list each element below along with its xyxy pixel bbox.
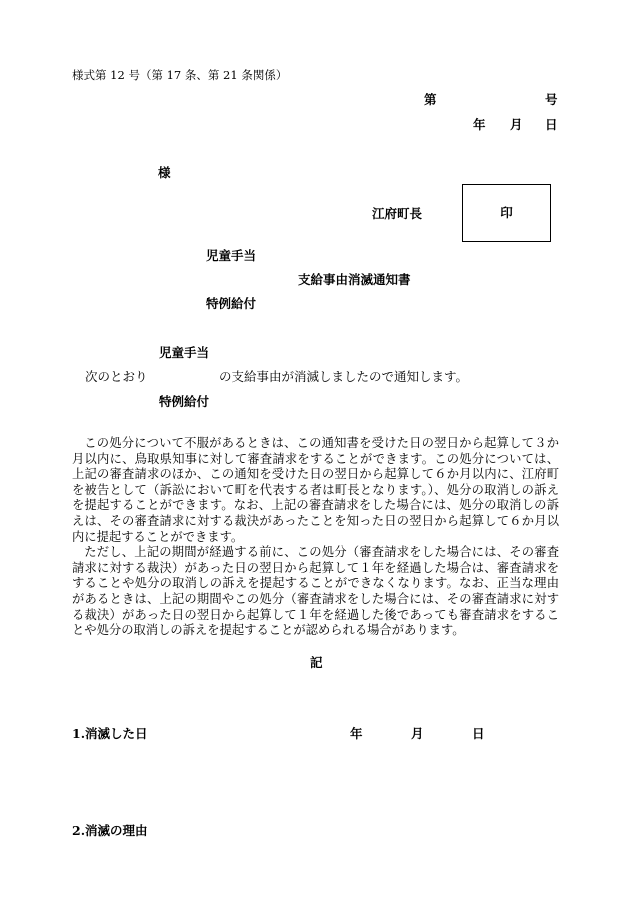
item-2-label: 2.消滅の理由 [72,823,148,838]
date-day: 日 [545,117,558,132]
document-title: 支給事由消滅通知書 [298,272,411,287]
item-1-label: 1.消滅した日 [72,726,148,741]
seal-box [462,184,551,242]
record-heading: 記 [310,655,323,670]
document-number-suffix: 号 [545,92,558,107]
form-number: 様式第 12 号（第 17 条、第 21 条関係） [72,68,288,82]
date-year: 年 [473,117,486,132]
title-option-special-benefit: 特例給付 [206,296,257,311]
intro-option-child-allowance: 児童手当 [159,345,210,360]
issuer-name: 江府町長 [372,206,423,221]
item-1-year: 年 [350,726,363,741]
date-month: 月 [510,117,523,132]
title-option-child-allowance: 児童手当 [206,248,257,263]
intro-statement: の支給事由が消滅しましたので通知します。 [219,369,469,384]
document-number-prefix: 第 [424,92,437,107]
intro-prefix: 次のとおり [85,369,148,384]
recipient-honorific: 様 [158,165,171,180]
appeal-notice-paragraph-1: この処分について不服があるときは、この通知書を受けた日の翌日から起算して３か月以内に、鳥取県知事に対して審査請求をすることができます。この処分については、上記の審査請求のほか、この通知を受けた日の翌日から起算して６か月以内に、江府町を被告として（訴訟において町を代表する者は町長となります。）、処分の取消しの訴えを提起することができます。なお、上記の審査請求をした場合には、処分の取消しの訴えは、その審査請求に対する裁決があったことを知った日の翌日から起算して６か月以内に提起することができます。 [72,436,559,544]
item-1-day: 日 [472,726,485,741]
appeal-notice [72,436,559,639]
seal-mark: 印 [500,205,513,220]
item-1-month: 月 [411,726,424,741]
intro-option-special-benefit: 特例給付 [159,394,210,409]
appeal-notice-paragraph-2: ただし、上記の期間が経過する前に、この処分（審査請求をした場合には、その審査請求に対する裁決）があった日の翌日から起算して１年を経過した場合は、審査請求をすることや処分の取消しの訴えを提起することができなくなります。なお、正当な理由があるときは、上記の期間やこの処分（審査請求をした場合には、その審査請求に対する裁決）があった日の翌日から起算して１年を経過した後であっても審査請求をすることや処分の取消しの訴えを提起することが認められる場合があります。 [72,545,559,638]
